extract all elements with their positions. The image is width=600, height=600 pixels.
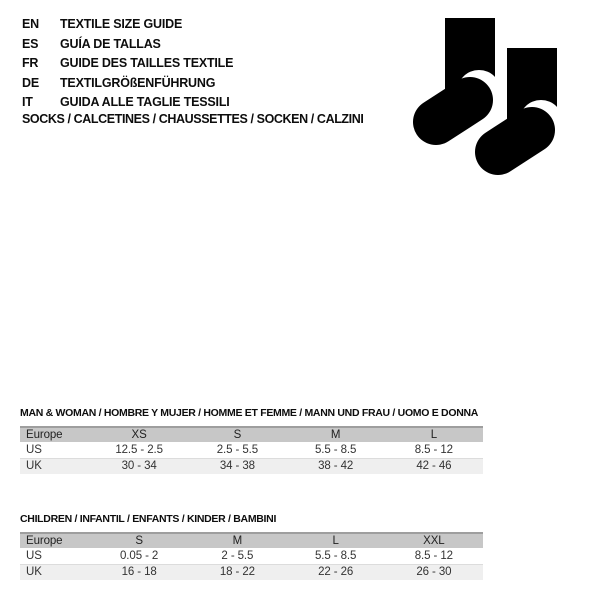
language-row-it [22,93,233,113]
table-row-uk [20,564,483,580]
language-label: TEXTILGRÖßENFÜHRUNG [60,75,216,90]
language-label: GUÍA DE TALLAS [60,36,161,51]
table-row-us [20,548,483,564]
language-code: DE [22,75,39,90]
language-row-de [22,74,233,94]
size-cell: 16 - 18 [121,566,157,579]
size-cell: 18 - 22 [219,566,255,579]
size-cell: 5.5 - 8.5 [314,443,357,456]
header-cell-size: XS [131,429,147,441]
row-label: UK [26,566,42,579]
row-label: US [26,443,42,456]
header-cell-size: M [232,535,243,547]
size-cell: 2 - 5.5 [221,549,254,562]
size-cell: 8.5 - 12 [414,549,453,562]
header-cell-size: S [135,535,143,547]
header-cell-size: M [330,429,341,441]
row-label: UK [26,460,42,473]
header-cell-size: XXL [423,535,445,547]
language-row-fr [22,54,233,74]
sock-right [498,48,563,152]
language-code: ES [22,36,39,51]
table-header-row [20,427,483,442]
sock-left [436,18,501,122]
table-row-us [20,442,483,458]
socks-icon [398,8,573,183]
size-cell: 22 - 26 [318,566,354,579]
table-block-children [20,513,483,580]
header-cell-region: Europe [26,429,63,441]
size-cell: 34 - 38 [219,460,255,473]
size-cell: 38 - 42 [318,460,354,473]
size-cell: 0.05 - 2 [120,549,159,562]
size-cell: 42 - 46 [416,460,452,473]
language-label: GUIDA ALLE TAGLIE TESSILI [60,95,230,109]
category-title: SOCKS / CALCETINES / CHAUSSETTES / SOCKEN / CALZINI [22,112,364,126]
language-code: FR [22,56,39,70]
header-cell-region: Europe [26,535,63,547]
row-label: US [26,549,42,562]
language-legend [22,15,233,113]
table-header-row [20,533,483,548]
language-code: EN [22,17,39,31]
size-table-children [20,532,483,580]
size-cell: 8.5 - 12 [414,443,453,456]
language-label: GUIDE DES TAILLES TEXTILE [60,56,234,70]
table-title-children: CHILDREN / INFANTIL / ENFANTS / KINDER / BAMBINI [20,513,277,525]
language-label: TEXTILE SIZE GUIDE [60,17,183,31]
size-cell: 5.5 - 8.5 [314,549,357,562]
language-row-en [22,15,233,35]
table-row-uk [20,458,483,474]
header-cell-size: S [233,429,242,441]
header-cell-size: L [430,429,438,441]
size-cell: 2.5 - 5.5 [216,443,259,456]
language-code: IT [22,95,33,109]
table-title-man-woman: MAN & WOMAN / HOMBRE Y MUJER / HOMME ET FEMME / MANN UND FRAU / UOMO E DONNA [20,407,479,419]
language-row-es [22,35,233,55]
size-table-man-woman [20,426,483,474]
header-cell-size: L [332,535,339,547]
size-cell: 26 - 30 [416,566,452,579]
table-block-man-woman [20,407,483,474]
size-cell: 30 - 34 [121,460,157,473]
size-cell: 12.5 - 2.5 [115,443,163,456]
